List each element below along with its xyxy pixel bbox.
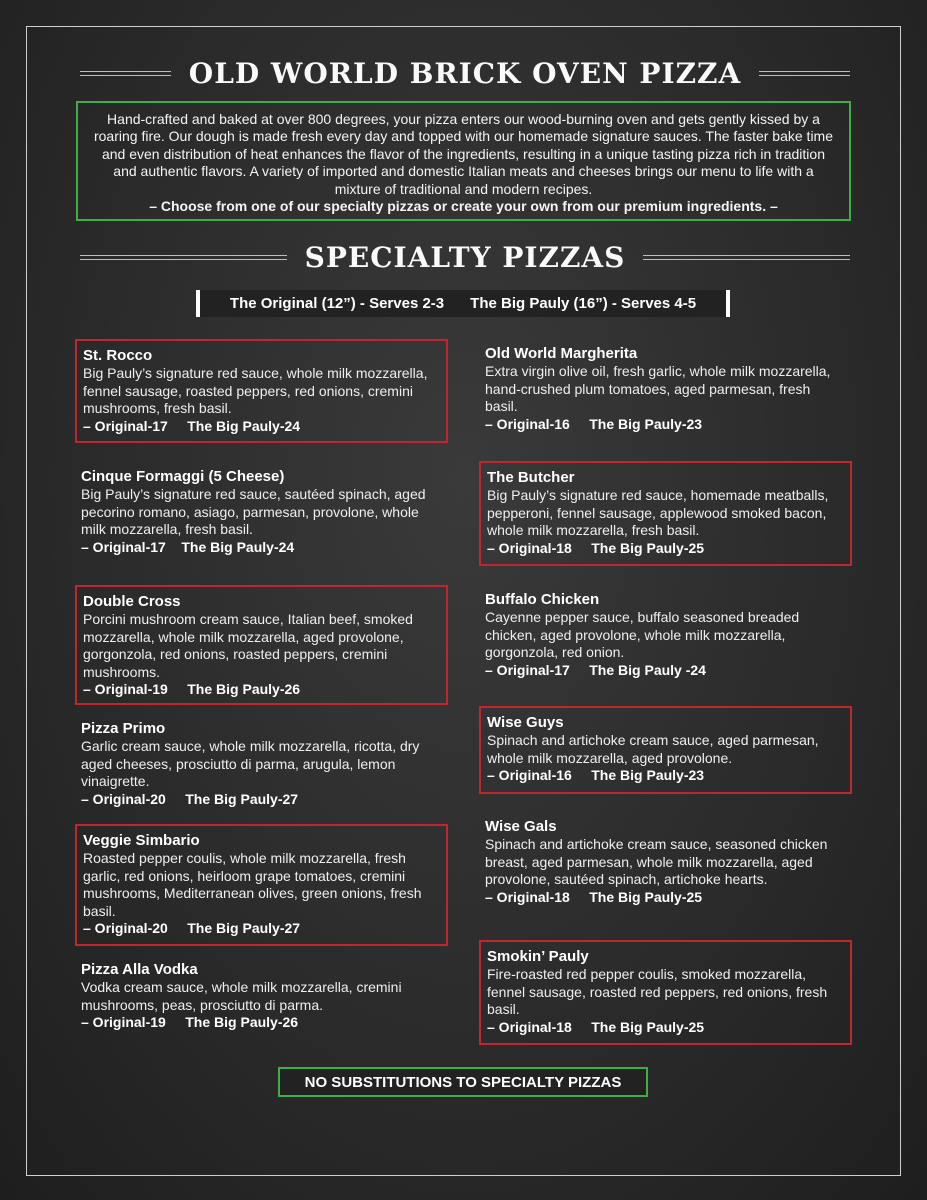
page-title: OLD WORLD BRICK OVEN PIZZA xyxy=(188,57,742,90)
item-name: Double Cross xyxy=(83,593,181,610)
menu-item xyxy=(75,714,448,814)
item-description: Big Pauly’s signature red sauce, homemade meatballs, pepperoni, fennel sausage, applewood smoked bacon, whole milk mozzarella, fresh basil. xyxy=(487,487,829,539)
menu-item xyxy=(75,462,448,562)
item-price: – Original-16 The Big Pauly-23 xyxy=(485,415,703,432)
header-title-row xyxy=(80,57,850,90)
item-description: Cayenne pepper sauce, buffalo seasoned breaded chicken, aged provolone, whole milk mozzarella, gorgonzola, red onion. xyxy=(485,609,800,661)
item-description: Garlic cream sauce, whole milk mozzarella, ricotta, dry aged cheeses, prosciutto di parma, arugula, lemon vinaigrette. xyxy=(81,738,420,790)
menu-item xyxy=(479,706,852,794)
intro-text: Hand-crafted and baked at over 800 degrees, your pizza enters our wood-burning oven and gets gently kissed by a roaring fire. Our dough is made fresh every day and topped with our homemade signature sauces. The faster bake time and even distribution of heat enhances the flavor of the ingredients, resulting in a unique tasting pizza rich in tradition and authentic flavors. A variety of imported and domestic Italian meats and cheeses brings our menu to life with a mixture of traditional and modern recipes. xyxy=(93,111,834,197)
specialty-title-row xyxy=(80,241,850,274)
intro-tagline: – Choose from one of our specialty pizzas or create your own from our premium ingredients. – xyxy=(149,198,778,215)
menu-item xyxy=(479,461,852,566)
item-name: Pizza Alla Vodka xyxy=(81,961,198,978)
item-price: – Original-17 The Big Pauly-24 xyxy=(83,417,301,434)
item-name: Wise Guys xyxy=(487,714,564,731)
item-name: Wise Gals xyxy=(485,818,557,835)
item-name: Pizza Primo xyxy=(81,720,166,737)
specialty-rule-right xyxy=(643,255,850,260)
item-description: Big Pauly’s signature red sauce, sautéed spinach, aged pecorino romano, asiago, parmesan, provolone, whole milk mozzarella, fresh basil. xyxy=(81,486,426,538)
item-price: – Original-18 The Big Pauly-25 xyxy=(485,888,703,905)
item-price: – Original-18 The Big Pauly-25 xyxy=(487,1018,705,1035)
menu-item xyxy=(479,812,852,930)
item-price: – Original-17 The Big Pauly-24 xyxy=(81,538,295,555)
item-description: Vodka cream sauce, whole milk mozzarella, cremini mushrooms, peas, prosciutto di parma. xyxy=(81,979,402,1013)
item-price: – Original-18 The Big Pauly-25 xyxy=(487,539,705,556)
item-description: Roasted pepper coulis, whole milk mozzarella, fresh garlic, red onions, heirloom grape tomatoes, cremini mushrooms, Mediterranean olives, green onions, fresh basil. xyxy=(83,850,422,919)
item-price: – Original-19 The Big Pauly-26 xyxy=(81,1014,299,1031)
item-price: – Original-20 The Big Pauly-27 xyxy=(81,790,299,807)
menu-item xyxy=(479,585,852,685)
menu-item xyxy=(75,824,448,946)
item-name: Veggie Simbario xyxy=(83,832,200,849)
intro-box xyxy=(76,101,851,221)
size-original: The Original (12”) - Serves 2-3 xyxy=(229,295,445,312)
title-rule-left xyxy=(80,71,171,76)
item-description: Spinach and artichoke cream sauce, seasoned chicken breast, aged parmesan, whole milk mozzarella, aged provolone, sautéed spinach, artichoke hearts. xyxy=(485,836,828,888)
item-name: St. Rocco xyxy=(83,347,153,364)
title-rule-right xyxy=(759,71,850,76)
menu-item xyxy=(75,339,448,443)
no-substitutions-note: NO SUBSTITUTIONS TO SPECIALTY PIZZAS xyxy=(278,1067,648,1097)
item-description: Fire-roasted red pepper coulis, smoked mozzarella, fennel sausage, roasted red peppers, red onions, fresh basil. xyxy=(487,966,828,1018)
menu-item xyxy=(75,955,448,1045)
item-description: Big Pauly’s signature red sauce, whole milk mozzarella, fennel sausage, roasted peppers, red onions, cremini mushrooms, fresh basil. xyxy=(83,365,428,417)
item-name: Buffalo Chicken xyxy=(485,591,600,608)
item-name: Cinque Formaggi (5 Cheese) xyxy=(81,468,285,485)
item-price: – Original-20 The Big Pauly-27 xyxy=(83,920,301,937)
item-description: Porcini mushroom cream sauce, Italian beef, smoked mozzarella, whole milk mozzarella, aged provolone, gorgonzola, red onions, roasted peppers, cremini mushrooms. xyxy=(83,611,413,680)
specialty-rule-left xyxy=(80,255,287,260)
size-big-pauly: The Big Pauly (16”) - Serves 4-5 xyxy=(470,295,697,312)
item-price: – Original-16 The Big Pauly-23 xyxy=(487,767,705,784)
item-name: Old World Margherita xyxy=(485,345,638,362)
menu-item xyxy=(479,940,852,1045)
menu-item xyxy=(75,585,448,705)
menu-item xyxy=(479,339,852,443)
item-name: Smokin’ Pauly xyxy=(487,948,589,965)
specialty-title: SPECIALTY PIZZAS xyxy=(304,241,626,274)
size-banner xyxy=(196,290,730,317)
item-description: Spinach and artichoke cream sauce, aged parmesan, whole milk mozzarella, aged provolone. xyxy=(487,732,819,766)
item-price: – Original-17 The Big Pauly -24 xyxy=(485,661,706,678)
item-name: The Butcher xyxy=(487,469,575,486)
item-price: – Original-19 The Big Pauly-26 xyxy=(83,681,301,698)
item-description: Extra virgin olive oil, fresh garlic, whole milk mozzarella, hand-crushed plum tomatoes, aged parmesan, fresh basil. xyxy=(485,363,831,415)
